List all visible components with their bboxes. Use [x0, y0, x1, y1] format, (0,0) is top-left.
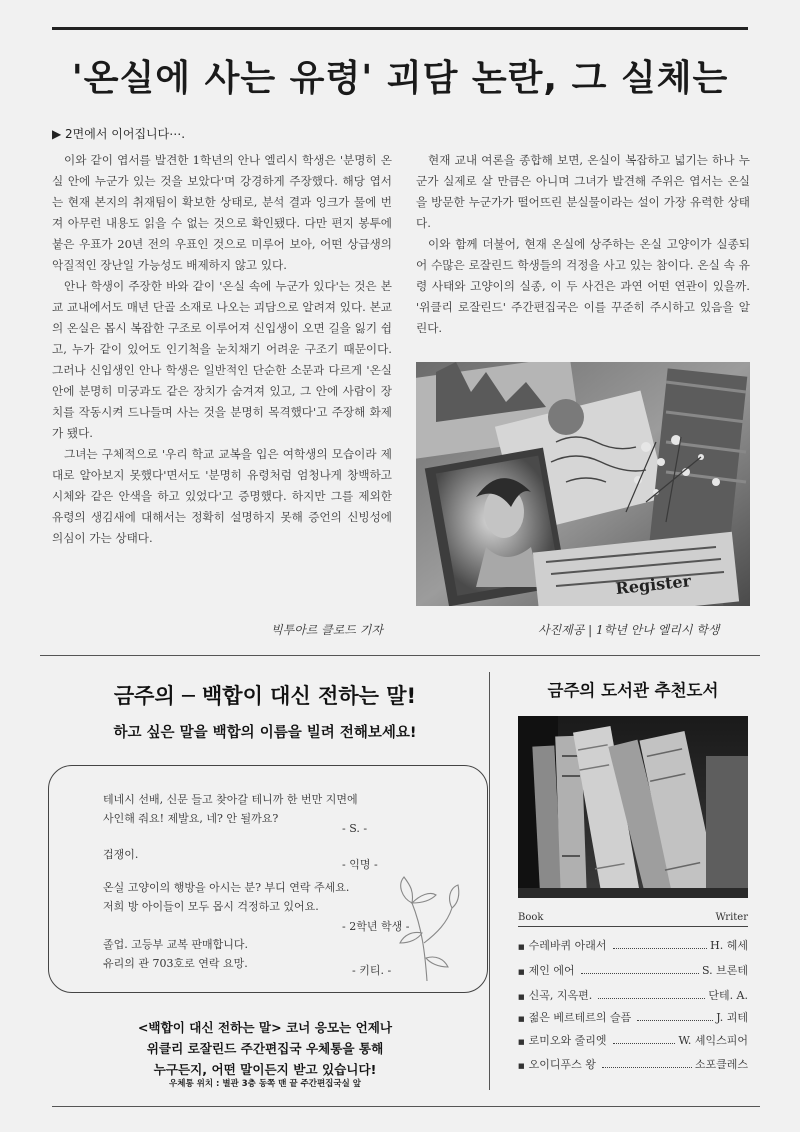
headline: '온실에 사는 유령' 괴담 논란, 그 실체는 — [71, 58, 729, 99]
book-writer: S. 브론테 — [701, 964, 748, 977]
lily-flower-icon — [392, 873, 462, 981]
notice-line: 누구든지, 어떤 말이든지 받고 있습니다! — [153, 1062, 377, 1077]
old-books-photo — [518, 716, 748, 898]
book-item — [518, 1056, 748, 1072]
column-divider — [489, 672, 490, 1090]
book-title: 오이디푸스 왕 — [528, 1058, 596, 1071]
book-writer: J. 괴테 — [716, 1011, 748, 1024]
bullet-icon: ■ — [518, 993, 525, 1001]
bullet-icon: ■ — [518, 968, 525, 976]
article-paragraph: 그녀는 구체적으로 '우리 학교 교복을 입은 여학생의 모습이라 제대로 알아보지 못했다'면서도 '분명히 유령처럼 엄청나게 창백하고 시체와 같은 안색을 하고 있었다'고 증명했다. 하지만 그를 제외한 유령의 생김새에 대해서는 정확히 설명하지 못해 증언의 신빙성에 의심이 가는 상태다. — [52, 447, 392, 545]
article-paragraph: 이와 같이 엽서를 발견한 1학년의 안나 엘리시 학생은 '분명히 온실 안에 누군가 있는 것을 보았다'며 강경하게 주장했다. 해당 엽서는 현재 본지의 취재팀이 확보한 상태로, 분석 결과 잉크가 물에 번져 아무런 내용도 읽을 수 없는 것으로 확인됐다. 다만 편지 봉투에 붙은 우표가 20년 전의 우표인 것으로 미루어 보아, 어떤 상급생의 악질적인 장난일 가능성도 배제하지 않고 있다. — [52, 153, 392, 272]
dot-leader — [637, 1020, 713, 1021]
mailbox-location: 우체통 위치 : 별관 3층 동쪽 맨 끝 주간편집국실 앞 — [169, 1079, 361, 1089]
message-line: 저희 방 아이들이 모두 몹시 걱정하고 있어요. — [103, 900, 319, 913]
bullet-icon: ■ — [518, 1015, 525, 1023]
book-item — [518, 1032, 748, 1048]
message-line: 겁쟁이. — [103, 848, 139, 861]
bullet-icon: ■ — [518, 1062, 525, 1070]
message-text — [103, 878, 349, 916]
book-title: 제인 에어 — [528, 964, 575, 977]
bullet-icon: ■ — [518, 943, 525, 951]
book-writer: H. 헤세 — [710, 939, 748, 952]
writer-column-header: Writer — [715, 912, 748, 923]
book-item — [518, 987, 748, 1003]
book-list-header — [518, 912, 748, 927]
library-section-title: 금주의 도서관 추천도서 — [547, 681, 719, 700]
article-left-column — [52, 150, 392, 549]
book-item — [518, 962, 748, 978]
book-column-header: Book — [518, 912, 544, 923]
section-divider — [40, 655, 760, 656]
book-title: 로미오와 줄리엣 — [528, 1034, 607, 1047]
lily-section-subtitle: 하고 싶은 말을 백합의 이름을 빌려 전해보세요! — [113, 725, 417, 741]
book-writer: W. 셰익스피어 — [678, 1034, 748, 1047]
message-signature: - 2학년 학생 - — [342, 920, 410, 933]
message-signature: - S. - — [342, 822, 368, 835]
article-paragraph: 안나 학생이 주장한 바와 같이 '온실 속에 누군가 있다'는 것은 본교 교내에서도 매년 단골 소재로 나오는 괴담으로 알려져 있다. 본교의 온실은 몹시 복잡한 구조로 이루어져 신입생이 오면 길을 잃기 쉽고, 누가 같이 있어도 인기척을 눈치채기 어려운 구조기 때문이다. 그러나 신입생인 안나 학생은 일반적인 단순한 소문과 다르게 '온실 안에 분명히 미궁과도 같은 장치가 숨겨져 있고, 그 안에 사람이 장치를 작동시켜 드나들며 사는 것을 분명히 목격했다'고 주장해 화제가 됐다. — [52, 279, 392, 440]
book-item — [518, 1009, 748, 1025]
book-title: 젊은 베르테르의 슬픔 — [528, 1011, 632, 1024]
book-writer: 소포클레스 — [694, 1058, 748, 1071]
article-paragraph: 이와 함께 더불어, 현재 온실에 상주하는 온실 고양이가 실종되어 수많은 로잘린드 학생들의 걱정을 사고 있는 참이다. 온실 속 유령 사태와 고양이의 실종, 이 두 사건은 과연 어떤 연관이 있을까. '위클리 로잘린드' 주간편집국은 이를 꾸준히 주시하고 있음을 알린다. — [416, 237, 750, 335]
photo-credit: 사진제공 | 1학년 안나 엘리시 학생 — [538, 623, 720, 637]
message-line: 졸업. 고등부 교복 판매합니다. — [103, 938, 248, 951]
message-signature: - 키티. - — [352, 964, 392, 977]
dot-leader — [613, 948, 708, 949]
article-right-column — [416, 150, 750, 339]
dot-leader — [613, 1043, 676, 1044]
dot-leader — [598, 998, 705, 999]
dot-leader — [602, 1067, 692, 1068]
continued-note: ▶ 2면에서 이어집니다⋯. — [52, 127, 186, 141]
message-text — [103, 845, 138, 864]
article-paragraph: 현재 교내 여론을 종합해 보면, 온실이 복잡하고 넓기는 하나 누군가 실제로 살 만큼은 아니며 그녀가 발견해 주위은 엽서는 온실을 방문한 누군가가 떨어뜨린 분실물이라는 설이 가장 유력한 상태다. — [416, 153, 750, 230]
message-line: 유리의 관 703호로 연락 요망. — [103, 957, 248, 970]
book-title: 신곡, 지옥편. — [528, 989, 593, 1002]
reporter-byline: 빅투아르 클로드 기자 — [271, 623, 383, 637]
svg-text:Register: Register — [614, 571, 692, 599]
book-writer: 단테. A. — [708, 989, 748, 1002]
book-item — [518, 937, 748, 953]
message-text — [103, 935, 248, 973]
message-line: 테네시 선배, 신문 들고 찾아갈 테니까 한 번만 지면에 — [103, 793, 358, 806]
top-rule — [52, 27, 748, 30]
message-signature: - 익명 - — [342, 858, 378, 871]
bottom-rule — [52, 1106, 760, 1107]
book-title: 수레바퀴 아래서 — [528, 939, 607, 952]
message-text — [103, 790, 358, 828]
message-line: 온실 고양이의 행방을 아시는 분? 부디 연락 주세요. — [103, 881, 350, 894]
bullet-icon: ■ — [518, 1038, 525, 1046]
lily-submission-notice — [52, 1017, 478, 1080]
notice-line: <백합이 대신 전하는 말> 코너 응모는 언제나 — [137, 1020, 393, 1035]
notice-line: 위클리 로잘린드 주간편집국 우체통을 통해 — [146, 1041, 384, 1056]
lily-section-title: 금주의 ─ 백합이 대신 전하는 말! — [113, 684, 417, 708]
vintage-postcards-photo — [416, 362, 750, 606]
message-line: 사인해 줘요! 제발요, 네? 안 될까요? — [103, 812, 279, 825]
dot-leader — [581, 973, 699, 974]
